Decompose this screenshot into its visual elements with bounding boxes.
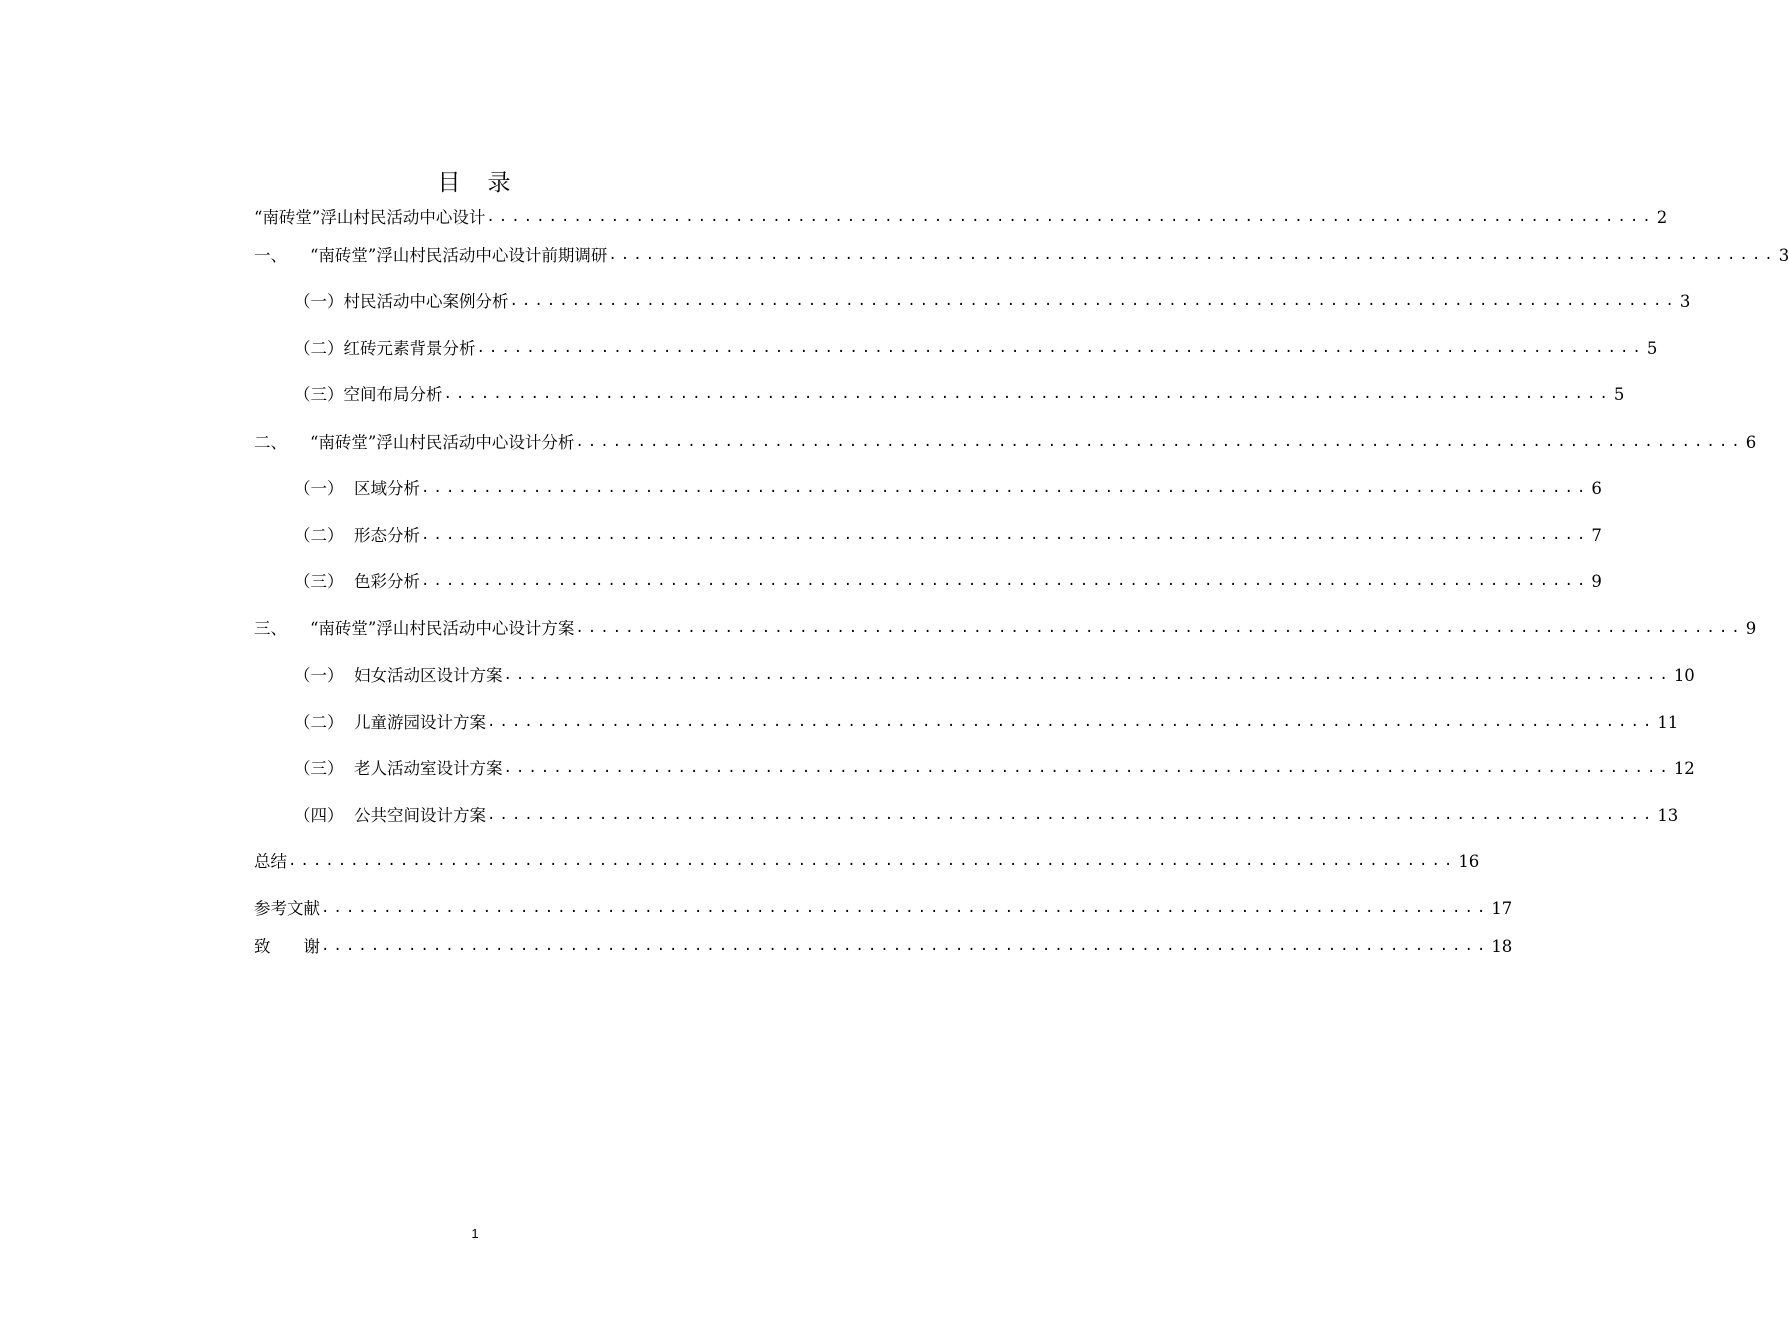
toc-dot-leader: .............................................................................................. (443, 386, 1612, 402)
toc-entry-page: 9 (1591, 572, 1602, 591)
toc-entry-number: （三） (294, 572, 344, 591)
toc-dot-leader: .............................................................................................. (575, 620, 1744, 636)
toc-entry-title: 空间布局分析 (343, 385, 443, 404)
toc-entry-page: 17 (1491, 899, 1513, 918)
toc-entry[interactable] (254, 617, 1757, 641)
toc-entry-page: 16 (1458, 852, 1480, 871)
toc-entry-title: 总结 (254, 852, 287, 871)
toc-entry-page: 13 (1657, 806, 1679, 825)
toc-entry-number: （二） (294, 526, 344, 545)
toc-dot-leader: .............................................................................................. (509, 293, 1678, 309)
toc-entry-title: “南砖堂”浮山村民活动中心设计 (254, 208, 486, 227)
toc-entry-page: 11 (1657, 713, 1679, 732)
toc-entry-page: 5 (1646, 339, 1658, 358)
toc-entry-page: 6 (1745, 433, 1757, 452)
toc-entry-page: 10 (1673, 666, 1695, 685)
toc-entry[interactable] (294, 290, 1691, 314)
toc-entry-page: 18 (1491, 937, 1513, 956)
toc-entry-title: “南砖堂”浮山村民活动中心设计方案 (310, 619, 575, 638)
toc-dot-leader: .............................................................................................. (421, 573, 1590, 589)
toc-entry-title: 妇女活动区设计方案 (354, 666, 503, 685)
toc-entry-number: （四） (294, 806, 344, 825)
toc-entry-title: 色彩分析 (354, 572, 420, 591)
toc-entry-number: （三） (294, 385, 344, 404)
toc-dot-leader: .............................................................................................. (421, 527, 1590, 543)
toc-entry-page: 2 (1656, 208, 1668, 227)
toc-entry-title: 公共空间设计方案 (354, 806, 486, 825)
toc-entry-title: “南砖堂”浮山村民活动中心设计前期调研 (310, 246, 608, 265)
toc-entry-page: 12 (1673, 759, 1695, 778)
toc-dot-leader: .............................................................................................. (503, 760, 1672, 776)
toc-entry[interactable] (254, 897, 1513, 921)
toc-entry[interactable] (254, 850, 1480, 874)
toc-entry-title: 红砖元素背景分析 (343, 339, 476, 358)
toc-entry-title: 区域分析 (354, 479, 420, 498)
toc-dot-leader: .............................................................................................. (487, 714, 1656, 730)
toc-entry-title: “南砖堂”浮山村民活动中心设计分析 (310, 433, 575, 452)
toc-entry-number: （一） (294, 479, 344, 498)
toc-entry-number: （三） (294, 759, 344, 778)
page-title: 目 录 (437, 170, 513, 196)
toc-entry-number: （一） (294, 292, 344, 311)
toc-entry-title: 参考文献 (254, 899, 320, 918)
toc-entry-page: 5 (1613, 385, 1625, 404)
toc-dot-leader: .............................................................................................. (421, 480, 1590, 496)
toc-entry-number: 二、 (254, 433, 287, 452)
toc-entry[interactable] (254, 935, 1513, 959)
toc-entry-number: （一） (294, 666, 344, 685)
toc-entry-number: （二） (294, 339, 344, 358)
toc-entry-number: （二） (294, 713, 344, 732)
toc-dot-leader: .............................................................................................. (476, 340, 1645, 356)
toc-entry[interactable] (294, 711, 1679, 735)
toc-entry[interactable] (254, 431, 1757, 455)
toc-dot-leader: .............................................................................................. (575, 434, 1744, 450)
toc-entry-number: 三、 (254, 619, 287, 638)
toc-dot-leader: .............................................................................................. (321, 900, 1490, 916)
toc-entry[interactable] (294, 477, 1602, 501)
toc-entry[interactable] (254, 206, 1668, 230)
toc-entry-title: 村民活动中心案例分析 (343, 292, 509, 311)
page-number: 1 (471, 1226, 479, 1241)
toc-dot-leader: .............................................................................................. (503, 667, 1672, 683)
toc-dot-leader: .............................................................................................. (288, 853, 1457, 869)
toc-entry-title: 儿童游园设计方案 (354, 713, 486, 732)
toc-entry-page: 6 (1591, 479, 1602, 498)
toc-dot-leader: .............................................................................................. (321, 938, 1490, 954)
toc-entry-page: 7 (1591, 526, 1602, 545)
toc-entry[interactable] (294, 383, 1625, 407)
toc-entry-page: 3 (1679, 292, 1691, 311)
toc-dot-leader: .............................................................................................. (608, 247, 1777, 263)
toc-dot-leader: .............................................................................................. (487, 807, 1656, 823)
toc-entry[interactable] (254, 244, 1789, 268)
toc-entry[interactable] (294, 337, 1658, 361)
toc-dot-leader: .............................................................................................. (486, 209, 1655, 225)
toc-entry[interactable] (294, 524, 1602, 548)
toc-entry-title: 老人活动室设计方案 (354, 759, 503, 778)
toc-entry-page: 3 (1778, 246, 1789, 265)
toc-entry[interactable] (294, 757, 1695, 781)
toc-entry[interactable] (294, 664, 1695, 688)
toc-entry-number: 一、 (254, 246, 287, 265)
toc-entry[interactable] (294, 570, 1602, 594)
toc-entry-page: 9 (1745, 619, 1757, 638)
toc-entry[interactable] (294, 804, 1679, 828)
toc-entry-title: 形态分析 (354, 526, 420, 545)
toc-entry-title: 致 谢 (254, 937, 320, 956)
